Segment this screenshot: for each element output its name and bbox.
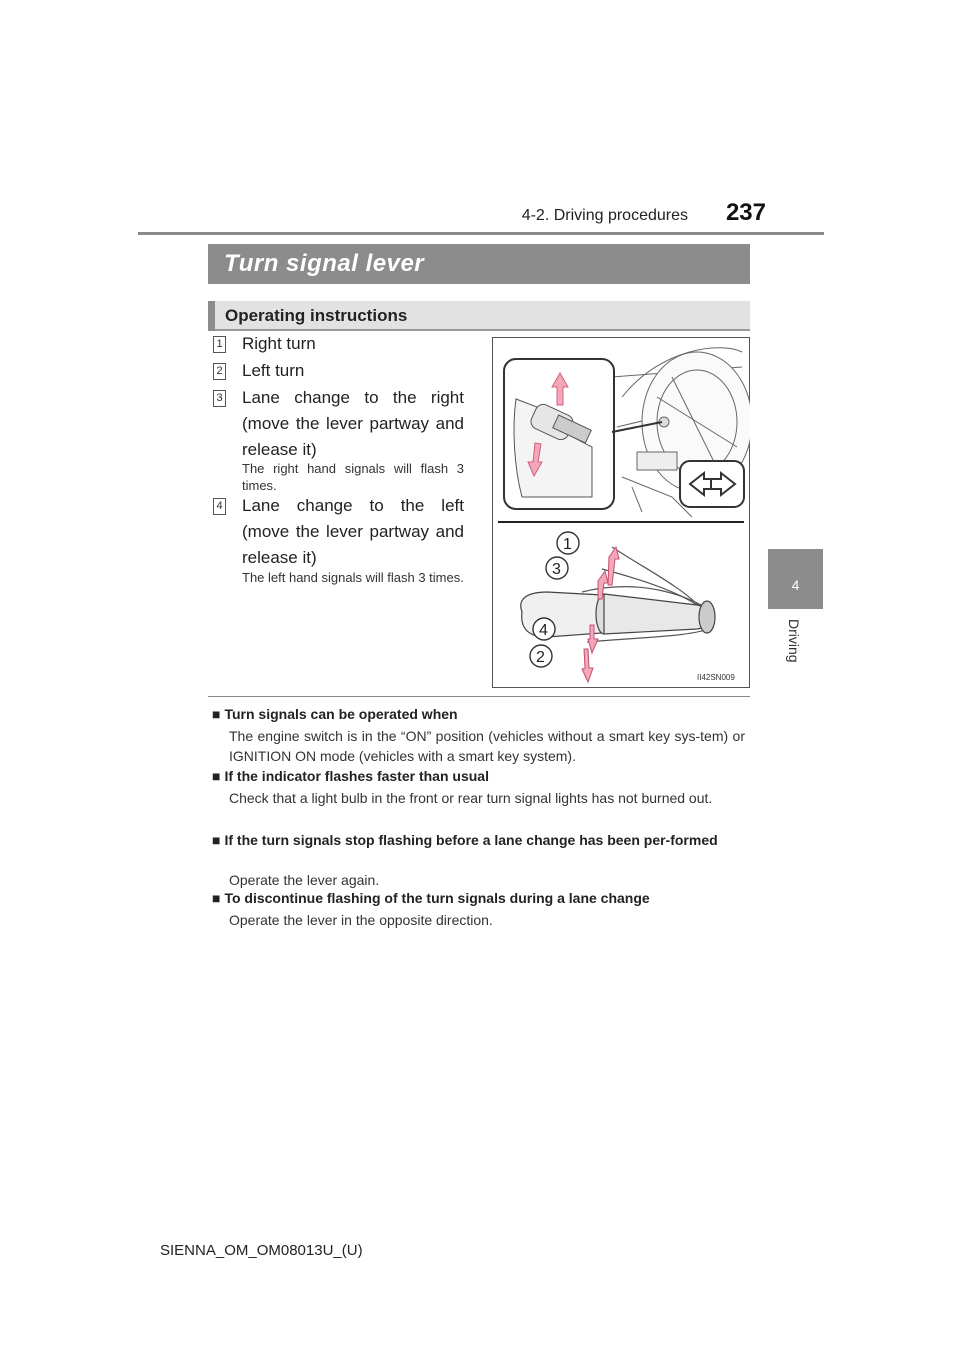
document-code-footer: SIENNA_OM_OM08013U_(U) <box>160 1242 363 1259</box>
section-label: 4-2. Driving procedures <box>521 207 688 224</box>
page-title-bar <box>208 244 750 284</box>
item-number-3: 3 <box>213 390 226 407</box>
subheading-bar <box>208 301 750 331</box>
note-body-4: Operate the lever in the opposite direction. <box>229 912 493 928</box>
chapter-label: Driving <box>786 619 802 663</box>
item-number-2: 2 <box>213 363 226 380</box>
note-heading-4: ■ To discontinue flashing of the turn signals during a lane change <box>212 890 650 906</box>
callout-2: 2 <box>536 649 545 666</box>
notes-divider <box>208 696 750 697</box>
item-text-4: Lane change to the left (move the lever partway and release it) <box>242 496 464 567</box>
item-number-1: 1 <box>213 336 226 353</box>
header-rule <box>138 232 824 235</box>
callout-1: 1 <box>563 536 572 553</box>
note-body-3: Operate the lever again. <box>229 872 380 888</box>
chapter-number: 4 <box>791 577 800 593</box>
note-heading-2: ■ If the indicator flashes faster than usual <box>212 768 489 784</box>
bullet-square-icon: ■ <box>212 890 221 906</box>
item-number-4: 4 <box>213 498 226 515</box>
callout-4: 4 <box>539 622 548 639</box>
chapter-label-tab <box>768 609 823 697</box>
bullet-square-icon: ■ <box>212 706 221 722</box>
chapter-tab <box>768 549 823 609</box>
note-heading-1: ■ Turn signals can be operated when <box>212 706 458 722</box>
item-text-2: Left turn <box>242 361 305 380</box>
bullet-square-icon: ■ <box>212 832 221 848</box>
page-title: Turn signal lever <box>224 250 425 277</box>
bullet-square-icon: ■ <box>212 768 221 784</box>
note-heading-3: ■ If the turn signals stop flashing before a lane change has been per-formed <box>212 832 718 848</box>
note-body-2: Check that a light bulb in the front or rear turn signal lights has not burned out. <box>229 790 713 806</box>
callout-3: 3 <box>552 561 561 578</box>
item-note-4: The left hand signals will flash 3 times. <box>242 570 464 585</box>
subheading: Operating instructions <box>225 306 408 325</box>
turn-signal-lever-illustration <box>492 337 750 688</box>
subheading-accent <box>208 301 215 331</box>
page-number: 237 <box>725 199 766 226</box>
note-body-1: The engine switch is in the “ON” position (vehicles without a smart key sys-tem) or IGNITION ON mode (vehicles with a smart key system). <box>229 728 745 764</box>
item-text-1: Right turn <box>242 334 316 353</box>
item-note-3: The right hand signals will flash 3 times. <box>242 461 464 493</box>
turn-signal-arrows-icon <box>680 461 744 507</box>
illustration-code: II42SN009 <box>697 673 735 682</box>
item-text-3: Lane change to the right (move the lever partway and release it) <box>242 388 464 459</box>
